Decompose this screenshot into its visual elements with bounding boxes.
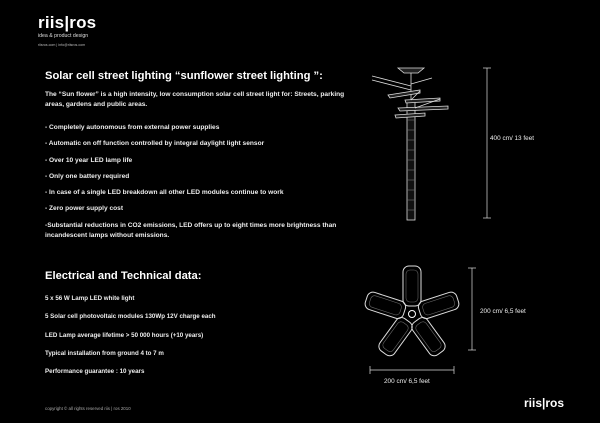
spec-item: Performance guarantee : 10 years <box>45 368 145 376</box>
feature-item: - In case of a single LED breakdown all other LED modules continue to work <box>45 189 284 197</box>
feature-item: - Completely autonomous from external power supplies <box>45 124 220 131</box>
tech-heading: Electrical and Technical data: <box>45 270 202 282</box>
spec-item: 5 Solar cell photovoltaic modules 130Wp 12V charge each <box>45 313 216 321</box>
feature-item: -Substantial reductions in CO2 emissions, LED offers up to eight times more brightness than incandescent lamps without emissions. <box>45 221 337 239</box>
footer-brand-logo: riis|ros <box>524 396 565 410</box>
spec-item: 5 x 56 W Lamp LED white light <box>45 295 135 302</box>
height-dimension-label: 400 cm/ 13 feet <box>490 135 535 142</box>
page-title: Solar cell street lighting “sunflower street lighting ”: <box>45 70 323 82</box>
feature-item: - Over 10 year LED lamp life <box>45 156 133 164</box>
feature-item: - Automatic on off function controlled by integral daylight light sensor <box>45 140 265 148</box>
intro-paragraph: The “Sun flower” is a high intensity, low consumption solar cell street light for: Streets, parking areas, gardens and public areas. <box>45 91 345 108</box>
brand-name: riis|ros <box>38 13 97 32</box>
brand-contact: riisros.com | info@riisros.com <box>38 43 86 47</box>
width-dimension-label: 200 cm/ 6,5 feet <box>384 378 430 385</box>
feature-item: - Zero power supply cost <box>45 205 124 213</box>
depth-dimension-label: 200 cm/ 6,5 feet <box>480 308 526 315</box>
feature-item: - Only one battery required <box>45 172 130 180</box>
spec-item: LED Lamp average lifetime > 50 000 hours (+10 years) <box>45 331 204 339</box>
brand-tagline: idea & product design <box>38 33 89 39</box>
spec-item: Typical installation from ground 4 to 7 m <box>45 349 164 357</box>
copyright-text: copyright © all rights reserved riis | ros 2010 <box>45 406 131 411</box>
